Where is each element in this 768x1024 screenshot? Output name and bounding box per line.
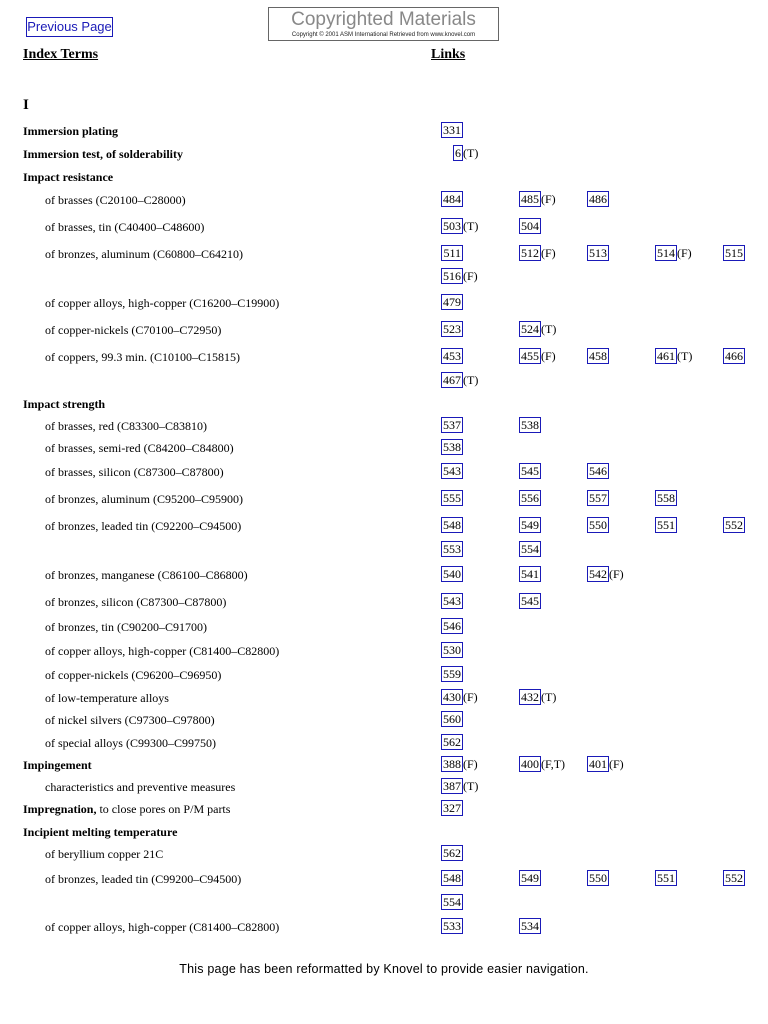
index-subterm <box>45 691 169 705</box>
page-link <box>441 894 463 910</box>
page-link-number[interactable]: 552 <box>725 518 743 532</box>
page-link-number[interactable]: 504 <box>521 219 539 233</box>
page-link <box>587 245 609 261</box>
page-link-number[interactable]: 562 <box>443 735 461 749</box>
page-link <box>519 490 541 506</box>
page-link <box>519 191 556 207</box>
page-link-number[interactable]: 546 <box>443 619 461 633</box>
page-link <box>441 689 478 705</box>
term-text: Impingement <box>23 758 92 772</box>
copyright-banner <box>268 7 499 41</box>
index-subterm <box>45 620 207 634</box>
page-link <box>441 321 463 337</box>
page-link <box>441 348 463 364</box>
page-link-suffix: (T) <box>541 690 557 704</box>
term-text: of copper alloys, high-copper (C16200–C19900) <box>45 296 280 310</box>
page-link <box>441 800 463 816</box>
term-text: of bronzes, leaded tin (C92200–C94500) <box>45 519 242 533</box>
page-link <box>587 463 609 479</box>
page-link-number[interactable]: 479 <box>443 295 461 309</box>
index-subterm <box>45 920 279 934</box>
page-link <box>519 463 541 479</box>
page-link <box>723 348 745 364</box>
page-link <box>519 541 541 557</box>
index-subterm <box>45 713 215 727</box>
index-subterm <box>45 419 207 433</box>
page-link <box>587 490 609 506</box>
page-link-number[interactable]: 562 <box>443 846 461 860</box>
page-link-number[interactable]: 557 <box>589 491 607 505</box>
page-link-number[interactable]: 453 <box>443 349 461 363</box>
term-text: of brasses, semi-red (C84200–C84800) <box>45 441 234 455</box>
index-main-term <box>23 397 105 411</box>
page-link-suffix: (F) <box>677 246 692 260</box>
page-link-number[interactable]: 555 <box>443 491 461 505</box>
index-subterm <box>45 465 224 479</box>
page-link-number[interactable]: 512 <box>521 246 539 260</box>
index-subterm <box>45 193 186 207</box>
page-link <box>587 566 624 582</box>
page-link <box>441 756 478 772</box>
page-link <box>441 734 463 750</box>
page-link <box>519 218 541 234</box>
page-link <box>441 541 463 557</box>
page-link <box>441 245 463 261</box>
page-link <box>655 490 677 506</box>
page-link <box>441 517 463 533</box>
page-link-number[interactable]: 558 <box>657 491 675 505</box>
page-link-suffix: (F) <box>609 757 624 771</box>
page-link-number[interactable]: 538 <box>443 440 461 454</box>
page-link <box>441 122 463 138</box>
page-link <box>519 517 541 533</box>
page-link <box>441 417 463 433</box>
page-link <box>441 845 463 861</box>
page-link-number[interactable]: 486 <box>589 192 607 206</box>
page-link <box>441 618 463 634</box>
page-link-number[interactable]: 551 <box>657 871 675 885</box>
page-link <box>587 517 609 533</box>
page-link <box>441 870 463 886</box>
page-link-number[interactable]: 511 <box>443 246 461 260</box>
term-text: of brasses, tin (C40400–C48600) <box>45 220 205 234</box>
page-link-suffix: (F) <box>609 567 624 581</box>
page-link-number[interactable]: 559 <box>443 667 461 681</box>
index-main-term <box>23 825 177 839</box>
page-link-number[interactable]: 516 <box>443 269 461 283</box>
page-link-number[interactable]: 550 <box>589 871 607 885</box>
page-link-number[interactable]: 6 <box>455 146 461 160</box>
page-link-suffix: (T) <box>463 219 479 233</box>
page-link <box>441 666 463 682</box>
page-link-number[interactable]: 538 <box>521 418 539 432</box>
page-link-number[interactable]: 430 <box>443 690 461 704</box>
index-subterm <box>45 780 235 794</box>
page-link-number[interactable]: 503 <box>443 219 461 233</box>
term-text-plain: to close pores on P/M parts <box>96 802 231 816</box>
index-subterm <box>45 247 243 261</box>
page-link <box>587 756 624 772</box>
term-text: of nickel silvers (C97300–C97800) <box>45 713 215 727</box>
term-text: of copper-nickels (C70100–C72950) <box>45 323 222 337</box>
page-link <box>723 517 745 533</box>
page-link-number[interactable]: 545 <box>521 594 539 608</box>
page-link-number[interactable]: 432 <box>521 690 539 704</box>
page-link <box>453 145 478 161</box>
term-text: of copper-nickels (C96200–C96950) <box>45 668 222 682</box>
index-subterm <box>45 668 221 682</box>
page-link <box>519 566 541 582</box>
previous-page-button[interactable]: Previous Page <box>26 17 113 37</box>
page-link-suffix: (F) <box>541 246 556 260</box>
term-text: of bronzes, manganese (C86100–C86800) <box>45 568 248 582</box>
term-text: of bronzes, tin (C90200–C91700) <box>45 620 207 634</box>
term-text: of copper alloys, high-copper (C81400–C82800) <box>45 920 280 934</box>
page-link-number[interactable]: 552 <box>725 871 743 885</box>
index-subterm <box>45 492 243 506</box>
page-link-number[interactable]: 548 <box>443 871 461 885</box>
index-subterm <box>45 736 216 750</box>
index-subterm <box>45 847 163 861</box>
page-link-suffix: (T) <box>541 322 557 336</box>
term-text: characteristics and preventive measures <box>45 780 236 794</box>
page-link <box>723 870 745 886</box>
page-link-number[interactable]: 387 <box>443 779 461 793</box>
index-main-term <box>23 802 230 816</box>
term-text: of bronzes, silicon (C87300–C87800) <box>45 595 227 609</box>
page-link-number[interactable]: 551 <box>657 518 675 532</box>
page-link <box>655 348 692 364</box>
index-subterm <box>45 644 279 658</box>
page-link <box>655 870 677 886</box>
term-text: Incipient melting temperature <box>23 825 178 839</box>
copyright-subtitle: Copyright © 2001 ASM International Retrieved from www.knovel.com <box>291 32 476 38</box>
page-link-number[interactable]: 530 <box>443 643 461 657</box>
page-link-suffix: (F,T) <box>541 757 566 771</box>
page-link-number[interactable]: 541 <box>521 567 539 581</box>
index-subterm <box>45 350 240 364</box>
term-text: Immersion plating <box>23 124 119 138</box>
page-link <box>519 918 541 934</box>
page-link-number[interactable]: 556 <box>521 491 539 505</box>
index-subterm <box>45 595 226 609</box>
page-link <box>441 918 463 934</box>
index-main-term <box>23 170 113 184</box>
page-link <box>441 218 478 234</box>
page-link-number[interactable]: 467 <box>443 373 461 387</box>
page-link-number[interactable]: 485 <box>521 192 539 206</box>
page-link-number[interactable]: 388 <box>443 757 461 771</box>
page-link <box>441 191 463 207</box>
index-subterm <box>45 872 241 886</box>
term-text: of bronzes, aluminum (C95200–C95900) <box>45 492 243 506</box>
page-link-number[interactable]: 461 <box>657 349 675 363</box>
page-link <box>441 593 463 609</box>
page-link <box>441 490 463 506</box>
index-subterm <box>45 568 248 582</box>
page-link <box>519 417 541 433</box>
term-text: of bronzes, leaded tin (C99200–C94500) <box>45 872 242 886</box>
page-link <box>441 372 478 388</box>
page-link-suffix: (F) <box>541 192 556 206</box>
page-link-number[interactable]: 466 <box>725 349 743 363</box>
page-link <box>519 348 556 364</box>
page-link-suffix: (F) <box>463 690 478 704</box>
page-link <box>519 245 556 261</box>
page-link-number[interactable]: 548 <box>443 518 461 532</box>
page-link <box>441 439 463 455</box>
page-link-number[interactable]: 542 <box>589 567 607 581</box>
page-link-number[interactable]: 513 <box>589 246 607 260</box>
index-subterm <box>45 296 279 310</box>
term-text: Impregnation, <box>23 802 97 816</box>
page-link <box>519 321 556 337</box>
page-link-number[interactable]: 524 <box>521 322 539 336</box>
page-link-suffix: (T) <box>463 146 479 160</box>
footer-note: This page has been reformatted by Knovel to provide easier navigation. <box>179 962 589 976</box>
page-link-number[interactable]: 455 <box>521 349 539 363</box>
page-link <box>655 245 692 261</box>
index-terms-header: Index Terms <box>23 47 99 62</box>
page-link-number[interactable]: 543 <box>443 594 461 608</box>
page-link-number[interactable]: 331 <box>443 123 461 137</box>
page-link-number[interactable]: 458 <box>589 349 607 363</box>
term-text: of special alloys (C99300–C99750) <box>45 736 216 750</box>
page-link <box>723 245 745 261</box>
page-link-number[interactable]: 540 <box>443 567 461 581</box>
page-link-number[interactable]: 546 <box>589 464 607 478</box>
term-text: of copper alloys, high-copper (C81400–C82800) <box>45 644 280 658</box>
page-link-number[interactable]: 514 <box>657 246 675 260</box>
page-link <box>587 191 609 207</box>
page-link-number[interactable]: 553 <box>443 542 461 556</box>
page-link <box>655 517 677 533</box>
page-link <box>519 756 565 772</box>
page-link-number[interactable]: 534 <box>521 919 539 933</box>
term-text: of beryllium copper 21C <box>45 847 164 861</box>
page-link-number[interactable]: 554 <box>521 542 539 556</box>
term-text: of low-temperature alloys <box>45 691 169 705</box>
page-link-number[interactable]: 401 <box>589 757 607 771</box>
page-link-suffix: (F) <box>463 269 478 283</box>
page-link-number[interactable]: 327 <box>443 801 461 815</box>
page-link-number[interactable]: 550 <box>589 518 607 532</box>
term-text: Impact strength <box>23 397 106 411</box>
term-text: of bronzes, aluminum (C60800–C64210) <box>45 247 243 261</box>
term-text: Impact resistance <box>23 170 114 184</box>
page-link-number[interactable]: 545 <box>521 464 539 478</box>
page-link-number[interactable]: 523 <box>443 322 461 336</box>
copyright-title: Copyrighted Materials <box>291 9 476 30</box>
term-text: of coppers, 99.3 min. (C10100–C15815) <box>45 350 240 364</box>
page-link-number[interactable]: 560 <box>443 712 461 726</box>
links-header: Links <box>431 47 466 62</box>
page-link <box>519 689 556 705</box>
page-link-suffix: (T) <box>677 349 693 363</box>
index-main-term <box>23 147 183 161</box>
page-link <box>441 294 463 310</box>
page-link <box>587 348 609 364</box>
page-link-suffix: (F) <box>463 757 478 771</box>
page-link-number[interactable]: 515 <box>725 246 743 260</box>
page-link-number[interactable]: 484 <box>443 192 461 206</box>
index-subterm <box>45 220 204 234</box>
page-link <box>441 778 478 794</box>
page-link-suffix: (T) <box>463 373 479 387</box>
index-subterm <box>45 519 241 533</box>
page-link-number[interactable]: 543 <box>443 464 461 478</box>
page-link <box>441 463 463 479</box>
page-link-number[interactable]: 554 <box>443 895 461 909</box>
page-link-number[interactable]: 549 <box>521 871 539 885</box>
page-link-number[interactable]: 533 <box>443 919 461 933</box>
section-letter: I <box>23 97 29 113</box>
page-link-number[interactable]: 549 <box>521 518 539 532</box>
term-text: of brasses (C20100–C28000) <box>45 193 186 207</box>
page-link <box>441 268 478 284</box>
page-link <box>519 870 541 886</box>
index-subterm <box>45 323 221 337</box>
page-link-suffix: (F) <box>541 349 556 363</box>
page-link <box>441 642 463 658</box>
term-text: Immersion test, of solderability <box>23 147 183 161</box>
term-text: of brasses, silicon (C87300–C87800) <box>45 465 224 479</box>
page-link-number[interactable]: 537 <box>443 418 461 432</box>
term-text: of brasses, red (C83300–C83810) <box>45 419 207 433</box>
page-link <box>587 870 609 886</box>
index-main-term <box>23 758 92 772</box>
page-link <box>519 593 541 609</box>
page-link <box>441 711 463 727</box>
page-link-suffix: (T) <box>463 779 479 793</box>
page-link <box>441 566 463 582</box>
page-link-number[interactable]: 400 <box>521 757 539 771</box>
index-subterm <box>45 441 234 455</box>
index-main-term <box>23 124 118 138</box>
